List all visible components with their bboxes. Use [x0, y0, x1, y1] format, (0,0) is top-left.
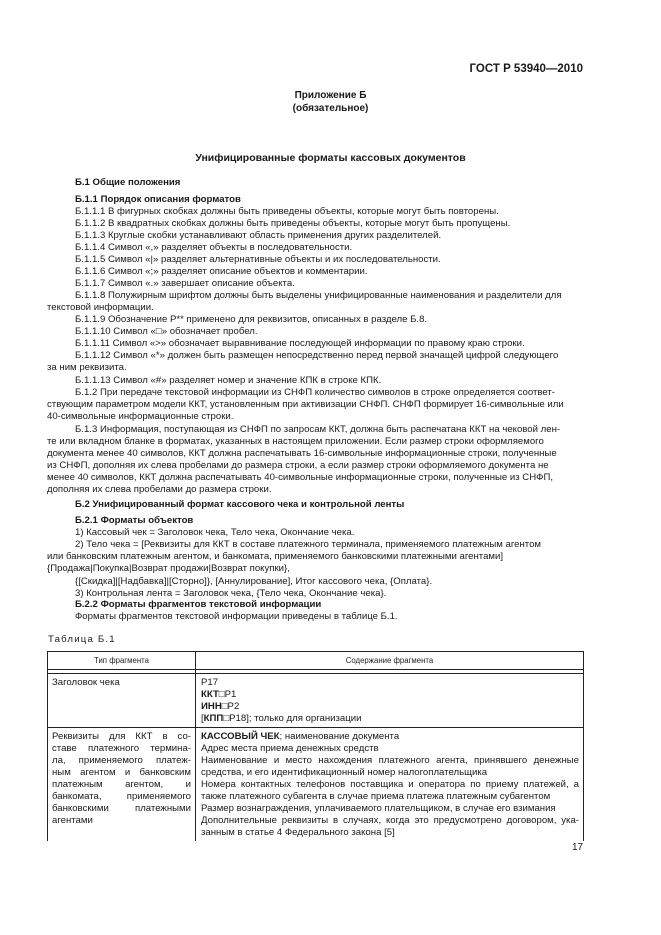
requisite-code: Р18]; только для организации: [229, 713, 362, 724]
content-line: [201, 701, 579, 713]
content-line: также платежного субагента в случае приема платежа платежным субагентом: [201, 791, 551, 802]
clause-b1110: Б.1.1.10 Символ «□» обозначает пробел.: [75, 326, 258, 337]
document-title: Унифицированные форматы кассовых документов: [195, 152, 466, 164]
subsection-heading-b22: Б.2.2 Форматы фрагментов текстовой информации: [75, 599, 322, 610]
table-label: Таблица Б.1: [48, 634, 116, 645]
content-line: Р17: [201, 677, 219, 688]
word: агентом,: [125, 779, 164, 790]
content-comment: ; наименование документа: [279, 731, 400, 742]
type-line: [52, 779, 191, 791]
type-line: [52, 803, 191, 815]
object-format-2-line2: или банковским платежным агентом, и банкомата, применяемого банковскими платежными агентами]: [47, 551, 504, 562]
cell-content: [196, 674, 584, 728]
content-line: занным в статье 4 Федерального закона [5]: [201, 827, 395, 838]
appendix-status: (обязательное): [292, 103, 369, 114]
word: применяемого: [126, 791, 191, 802]
clause-b1112-line1: Б.1.1.12 Символ «*» должен быть размещен непосредственно перед первой значащей цифрой следующего: [75, 350, 559, 361]
subsection-heading-b11: Б.1.1 Порядок описания форматов: [75, 194, 241, 205]
content-line: Наименование и место нахождения платежного агента, принявшего денежные: [201, 755, 579, 766]
type-line: Реквизиты для ККТ в со-: [52, 731, 191, 742]
requisite-code: Р1: [224, 689, 237, 700]
bracket: [: [201, 713, 204, 724]
word: платежными: [135, 803, 191, 814]
section-heading-b2: Б.2 Унифицированный формат кассового чека и контрольной ленты: [75, 499, 405, 510]
object-format-1: 1) Кассовый чек = Заголовок чека, Тело чека, Окончание чека.: [75, 527, 355, 538]
standard-header: ГОСТ Р 53940—2010: [469, 63, 583, 75]
cell-type: [48, 728, 196, 842]
column-header-type: Тип фрагмента: [48, 652, 196, 670]
section-heading-b1: Б.1 Общие положения: [75, 177, 181, 188]
requisite-code: Р2: [227, 701, 240, 712]
clause-b1113: Б.1.1.13 Символ «#» разделяет номер и значение КПК в строке КПК.: [75, 375, 382, 386]
subsection-heading-b21: Б.2.1 Форматы объектов: [75, 515, 194, 526]
object-format-2-line3: {Продажа|Покупка|Возврат продажи|Возврат покупки},: [47, 563, 290, 574]
content-line: [201, 731, 579, 743]
word: банковскими: [52, 803, 109, 814]
clause-b117: Б.1.1.7 Символ «.» завершает описание объекта.: [75, 278, 295, 289]
content-line: Размер вознаграждения, уплачиваемого плательщиком, в случае его взимания: [201, 803, 556, 814]
table-intro: Форматы фрагментов текстовой информации приведены в таблице Б.1.: [75, 611, 398, 622]
clause-b115: Б.1.1.5 Символ «|» разделяет альтернативные объекты и их последовательности.: [75, 254, 441, 265]
cell-content: [196, 728, 584, 842]
bold-label: КПП□: [203, 713, 230, 724]
page-number: 17: [572, 842, 584, 853]
table-row: [48, 674, 584, 728]
clause-b114: Б.1.1.4 Символ «,» разделяет объекты в последовательности.: [75, 242, 353, 253]
clause-b118-line2: текстовой информации.: [47, 302, 154, 313]
clause-b13-line2: те или вкладном бланке в форматах, указанных в настоящем приложении. Если размер строки оформляемого: [47, 436, 544, 447]
type-line: ла, применяемого платеж-: [52, 755, 191, 766]
type-line: [52, 791, 191, 803]
fragment-formats-table: [47, 651, 584, 841]
clause-b12-line2: ствующим параметром модели ККТ, установленным при активизации СНФП. СНФП формирует 16-символьные или: [47, 399, 564, 410]
clause-b13-line1: Б.1.3 Информация, поступающая из СНФП по запросам ККТ, должна быть распечатана ККТ на чековой лен-: [75, 424, 561, 435]
type-line: ставе платежного термина-: [52, 743, 191, 754]
table-row: [48, 728, 584, 842]
word: и: [185, 779, 191, 790]
appendix-title: Приложение Б: [294, 90, 367, 101]
bold-label: ИНН□: [201, 701, 228, 712]
clause-b116: Б.1.1.6 Символ «;» разделяет описание объектов и комментарии.: [75, 266, 368, 277]
content-line: Номера контактных телефонов поставщика и оператора по приему платежей, а: [201, 779, 579, 790]
type-line: ным агентом и банковским: [52, 767, 191, 778]
word: платежным: [52, 779, 103, 790]
clause-b13-line6: дополняя их слева пробелами до размера строки.: [47, 484, 272, 495]
clause-b119: Б.1.1.9 Обозначение Р** применено для реквизитов, описанных в разделе Б.8.: [75, 314, 428, 325]
cell-type: Заголовок чека: [48, 674, 196, 728]
clause-b13-line5: менее 40 символов, ККТ должна распечатывать 40-символьные информационные строки, полученные из СНФП,: [47, 472, 554, 483]
object-format-3: 3) Контрольная лента = Заголовок чека, {Тело чека, Окончание чека}.: [75, 588, 387, 599]
clause-b112: Б.1.1.2 В квадратных скобках должны быть приведены объекты, которые могут быть пропущены.: [75, 218, 511, 229]
object-format-2-line4: {[Скидка]|[Надбавка]|[Сторно]}, [Аннулирование], Итог кассового чека, {Оплата}.: [75, 576, 433, 587]
clause-b113: Б.1.1.3 Круглые скобки устанавливают область применения других разделителей.: [75, 230, 442, 241]
bold-label: КАССОВЫЙ ЧЕК: [201, 731, 280, 742]
content-line: Дополнительные реквизиты в случаях, когда это предусмотрено договором, ука-: [201, 815, 579, 826]
table-header-row: [48, 652, 584, 670]
bold-label: ККТ□: [201, 689, 225, 700]
content-line: Адрес места приема денежных средств: [201, 743, 379, 754]
clause-b12-line3: 40-символьные информационные строки.: [47, 411, 234, 422]
content-line: [201, 713, 579, 725]
clause-b111: Б.1.1.1 В фигурных скобках должны быть приведены объекты, которые могут быть повторены.: [75, 206, 499, 217]
clause-b1112-line2: за ним реквизита.: [47, 362, 127, 373]
clause-b118-line1: Б.1.1.8 Полужирным шрифтом должны быть выделены унифицированные наименования и разделители для: [75, 290, 562, 301]
column-header-content: Содержание фрагмента: [196, 652, 584, 670]
word: банкомата,: [52, 791, 102, 802]
clause-b13-line3: документа менее 40 символов, ККТ должна распечатывать 16-символьные информационные строки, полученные: [47, 448, 557, 459]
content-line: средства, и его идентификационный номер налогоплательщика: [201, 767, 488, 778]
content-line: [201, 689, 579, 701]
clause-b12-line1: Б.1.2 При передаче текстовой информации из СНФП количество символов в строке определяется соответ-: [75, 387, 556, 398]
clause-b1111: Б.1.1.11 Символ «>» обозначает выравнивание последующей информации по правому краю строки.: [75, 338, 525, 349]
object-format-2-line1: 2) Тело чека = [Реквизиты для ККТ в составе платежного терминала, применяемого платежным агентом: [75, 539, 541, 550]
type-line: агентами: [52, 815, 93, 826]
clause-b13-line4: из СНФП, дополняя их слева пробелами до размера строки, а если размер строки оформляемого документа не: [47, 460, 549, 471]
